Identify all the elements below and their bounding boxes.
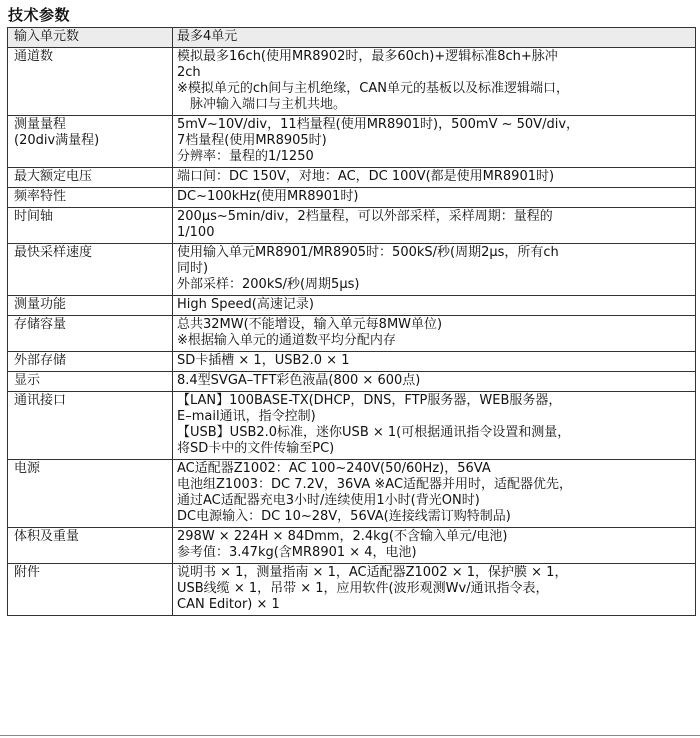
row-value-line: DC电源输入：DC 10~28V，56VA(连接线需订购特制品) (177, 509, 511, 524)
row-value-line: 外部采样：200kS/秒(周期5μs) (177, 277, 360, 292)
row-value (173, 188, 696, 208)
row-value (173, 372, 696, 392)
row-label-line: 最大额定电压 (14, 169, 93, 184)
row-label (8, 168, 173, 188)
row-value-line: 最多4单元 (177, 29, 238, 44)
bottom-divider (0, 735, 700, 736)
row-value-line: High Speed(高速记录) (177, 297, 314, 312)
row-value-line: 200μs~5min/div，2档量程，可以外部采样，采样周期：量程的 (177, 209, 553, 224)
row-label-line: (20div满量程) (14, 133, 100, 148)
row-label-line: 显示 (14, 373, 41, 388)
table-row (8, 528, 696, 564)
row-value-line: 电池组Z1003：DC 7.2V，36VA ※AC适配器并用时，适配器优先， (177, 477, 573, 492)
row-value-line: 分辨率：量程的1/1250 (177, 149, 314, 164)
row-label-line: 通道数 (14, 49, 54, 64)
table-row (8, 316, 696, 352)
row-label (8, 316, 173, 352)
spec-table (7, 27, 696, 616)
table-row (8, 244, 696, 296)
row-value-line: 通过AC适配器充电3小时/连续使用1小时(背光ON时) (177, 493, 480, 508)
row-label-line: 存储容量 (14, 317, 67, 332)
row-value-line: 说明书 × 1，测量指南 × 1，AC适配器Z1002 × 1，保护膜 × 1， (177, 565, 568, 580)
row-label-line: 测量功能 (14, 297, 67, 312)
row-label (8, 528, 173, 564)
row-value (173, 460, 696, 528)
table-row (8, 372, 696, 392)
row-label-line: 最快采样速度 (14, 245, 93, 260)
row-label (8, 392, 173, 460)
row-label-line: 电源 (14, 461, 41, 476)
table-row (8, 116, 696, 168)
row-value (173, 28, 696, 48)
row-value-line: 1/100 (177, 225, 215, 240)
row-label (8, 564, 173, 616)
page-title: 技术参数 (8, 6, 71, 24)
row-value-line: 参考值：3.47kg(含MR8901 × 4，电池) (177, 545, 417, 560)
row-value (173, 244, 696, 296)
row-label-line: 附件 (14, 565, 41, 580)
row-label (8, 460, 173, 528)
row-value-line: 【LAN】100BASE-TX(DHCP，DNS，FTP服务器，WEB服务器， (177, 393, 562, 408)
table-row (8, 188, 696, 208)
row-value-line: E–mail通讯，指令控制) (177, 409, 316, 424)
row-value-line: ※根据输入单元的通道数平均分配内存 (177, 333, 396, 348)
row-value-line: 同时) (177, 261, 209, 276)
row-value (173, 296, 696, 316)
row-value-line: 将SD卡中的文件传输至PC) (177, 441, 335, 456)
row-value-line: DC~100kHz(使用MR8901时) (177, 189, 359, 204)
row-value-line: 【USB】USB2.0标准，迷你USB × 1(可根据通讯指令设置和测量， (177, 425, 571, 440)
row-value-line: 端口间：DC 150V，对地：AC，DC 100V(都是使用MR8901时) (177, 169, 555, 184)
row-value-line: 8.4型SVGA–TFT彩色液晶(800 × 600点) (177, 373, 421, 388)
table-row (8, 564, 696, 616)
row-value-line: 模拟最多16ch(使用MR8902时，最多60ch)+逻辑标准8ch+脉冲 (177, 49, 558, 64)
row-value-line: CAN Editor) × 1 (177, 597, 280, 612)
row-value (173, 392, 696, 460)
row-label (8, 208, 173, 244)
table-row (8, 48, 696, 116)
row-label-line: 测量量程 (14, 117, 67, 132)
row-label (8, 116, 173, 168)
row-label-line: 通讯接口 (14, 393, 67, 408)
row-label (8, 188, 173, 208)
row-value-line: 7档量程(使用MR8905时) (177, 133, 327, 148)
row-label-line: 时间轴 (14, 209, 54, 224)
row-value-line: 总共32MW(不能增设，输入单元每8MW单位) (177, 317, 443, 332)
row-value-line: 298W × 224H × 84Dmm，2.4kg(不含输入单元/电池) (177, 529, 508, 544)
row-value-line: 2ch (177, 65, 201, 80)
row-value (173, 48, 696, 116)
table-row (8, 460, 696, 528)
table-row (8, 296, 696, 316)
row-value-line: 使用输入单元MR8901/MR8905时：500kS/秒(周期2μs，所有ch (177, 245, 559, 260)
row-value-line: ※模拟单元的ch间与主机绝缘，CAN单元的基板以及标准逻辑端口， (177, 81, 569, 96)
row-label-line: 频率特性 (14, 189, 67, 204)
row-value (173, 564, 696, 616)
row-value-line: 脉冲输入端口与主机共地。 (190, 97, 347, 112)
row-label (8, 48, 173, 116)
row-value (173, 116, 696, 168)
row-value-line: AC适配器Z1002：AC 100~240V(50/60Hz)，56VA (177, 461, 491, 476)
row-value-line: 5mV~10V/div，11档量程(使用MR8901时)，500mV ~ 50V/div， (177, 117, 580, 132)
row-label (8, 352, 173, 372)
row-label (8, 372, 173, 392)
row-value (173, 528, 696, 564)
table-row (8, 392, 696, 460)
row-label (8, 28, 173, 48)
row-value-line: SD卡插槽 × 1，USB2.0 × 1 (177, 353, 350, 368)
row-label-line: 输入单元数 (14, 29, 80, 44)
table-row (8, 168, 696, 188)
row-label (8, 244, 173, 296)
row-label-line: 外部存储 (14, 353, 67, 368)
row-label (8, 296, 173, 316)
table-row (8, 208, 696, 244)
row-value (173, 168, 696, 188)
row-value-line: USB线缆 × 1，吊带 × 1，应用软件(波形观测Wv/通讯指令表， (177, 581, 549, 596)
row-value (173, 352, 696, 372)
table-row (8, 28, 696, 48)
row-value (173, 208, 696, 244)
table-row (8, 352, 696, 372)
row-label-line: 体积及重量 (14, 529, 80, 544)
row-value (173, 316, 696, 352)
